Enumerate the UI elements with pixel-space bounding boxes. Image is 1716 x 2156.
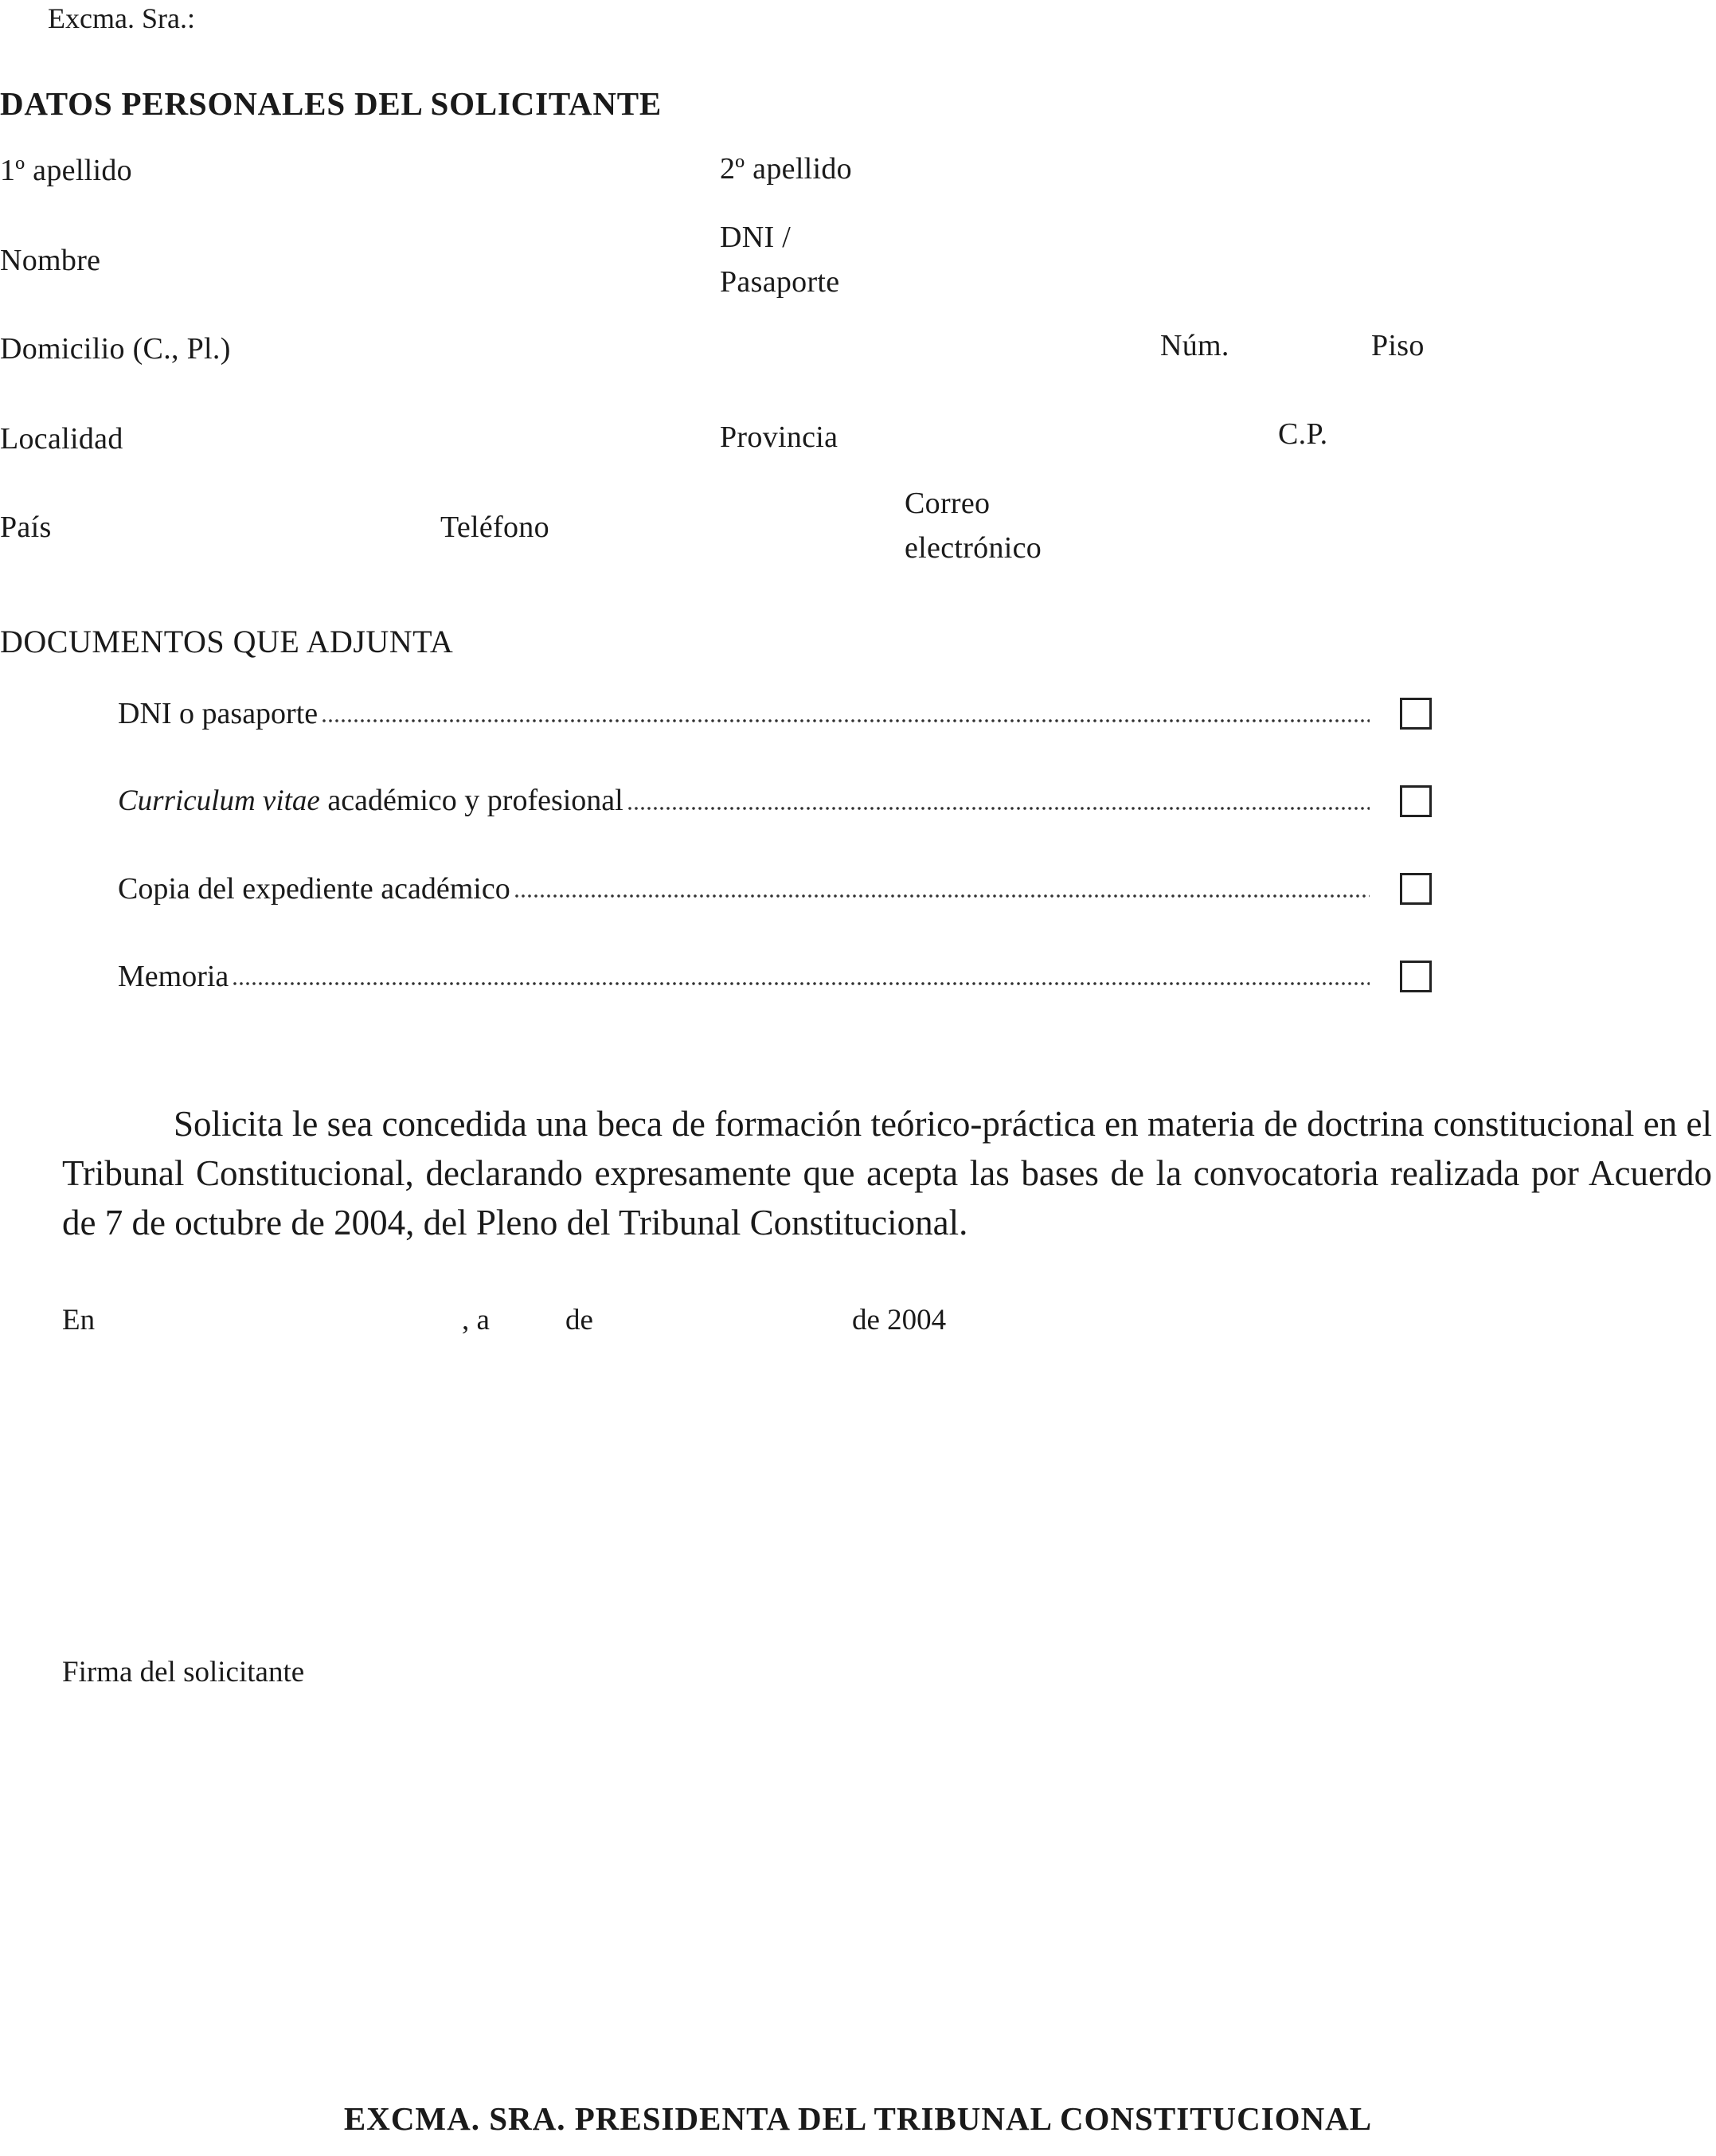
- id-document-label-line2: Pasaporte: [720, 265, 840, 299]
- document-item-label: DNI o pasaporte: [118, 697, 319, 730]
- date-month-prefix: de: [565, 1304, 593, 1336]
- checkbox-memoria[interactable]: [1400, 961, 1432, 992]
- phone-label: Teléfono: [440, 511, 549, 544]
- document-item-transcript: [118, 860, 1432, 908]
- document-item-label: [118, 781, 627, 820]
- id-document-label-line1: DNI /: [720, 221, 792, 254]
- document-item-label-rest: académico y profesional: [319, 784, 623, 817]
- document-item-cv: [118, 773, 1432, 820]
- checkbox-transcript[interactable]: [1400, 873, 1432, 905]
- second-surname-label: 2º apellido: [720, 152, 852, 186]
- request-paragraph: Solicita le sea concedida una beca de formación teórico-práctica en materia de doctrina constitucional en el Tribunal Constitucional, declarando expresamente que acepta las bases de la convocatoria realizada por Acuerdo de 7 de octubre de 2004, del Pleno del Tribunal Constitucional.: [62, 1104, 1712, 1242]
- floor-label: Piso: [1371, 329, 1425, 362]
- dotted-leader: [627, 804, 1370, 812]
- dotted-leader: [514, 892, 1370, 900]
- date-year: de 2004: [852, 1304, 947, 1336]
- addressee: EXCMA. SRA. PRESIDENTA DEL TRIBUNAL CONSTITUCIONAL: [343, 2100, 1373, 2137]
- province-label: Provincia: [720, 421, 838, 454]
- signature-label: Firma del solicitante: [62, 1656, 305, 1688]
- salutation: Excma. Sra.:: [48, 2, 195, 34]
- dotted-leader: [321, 717, 1370, 725]
- number-label: Núm.: [1160, 329, 1229, 362]
- document-item-id: [118, 685, 1432, 733]
- locality-label: Localidad: [0, 422, 123, 456]
- dotted-leader: [232, 980, 1370, 988]
- document-item-memoria: [118, 948, 1432, 996]
- date-day-prefix: , a: [462, 1304, 490, 1336]
- email-label-line1: Correo: [905, 487, 991, 520]
- email-label: [905, 481, 1042, 570]
- first-surname-label: 1º apellido: [0, 154, 132, 187]
- checkbox-id-document[interactable]: [1400, 698, 1432, 730]
- document-item-label: Copia del expediente académico: [118, 872, 510, 906]
- country-label: País: [0, 511, 52, 544]
- attached-documents-title: DOCUMENTOS QUE ADJUNTA: [0, 624, 454, 659]
- document-item-label: Memoria: [118, 960, 229, 993]
- id-document-label: [720, 215, 839, 304]
- checkbox-curriculum[interactable]: [1400, 785, 1432, 817]
- name-label: Nombre: [0, 244, 101, 277]
- document-item-label-italic: Curriculum vitae: [118, 785, 320, 817]
- personal-data-title: DATOS PERSONALES DEL SOLICITANTE: [0, 85, 663, 122]
- date-place-prefix: En: [62, 1304, 96, 1336]
- email-label-line2: electrónico: [905, 531, 1042, 565]
- postal-code-label: C.P.: [1278, 417, 1328, 451]
- address-label: Domicilio (C., Pl.): [0, 332, 231, 366]
